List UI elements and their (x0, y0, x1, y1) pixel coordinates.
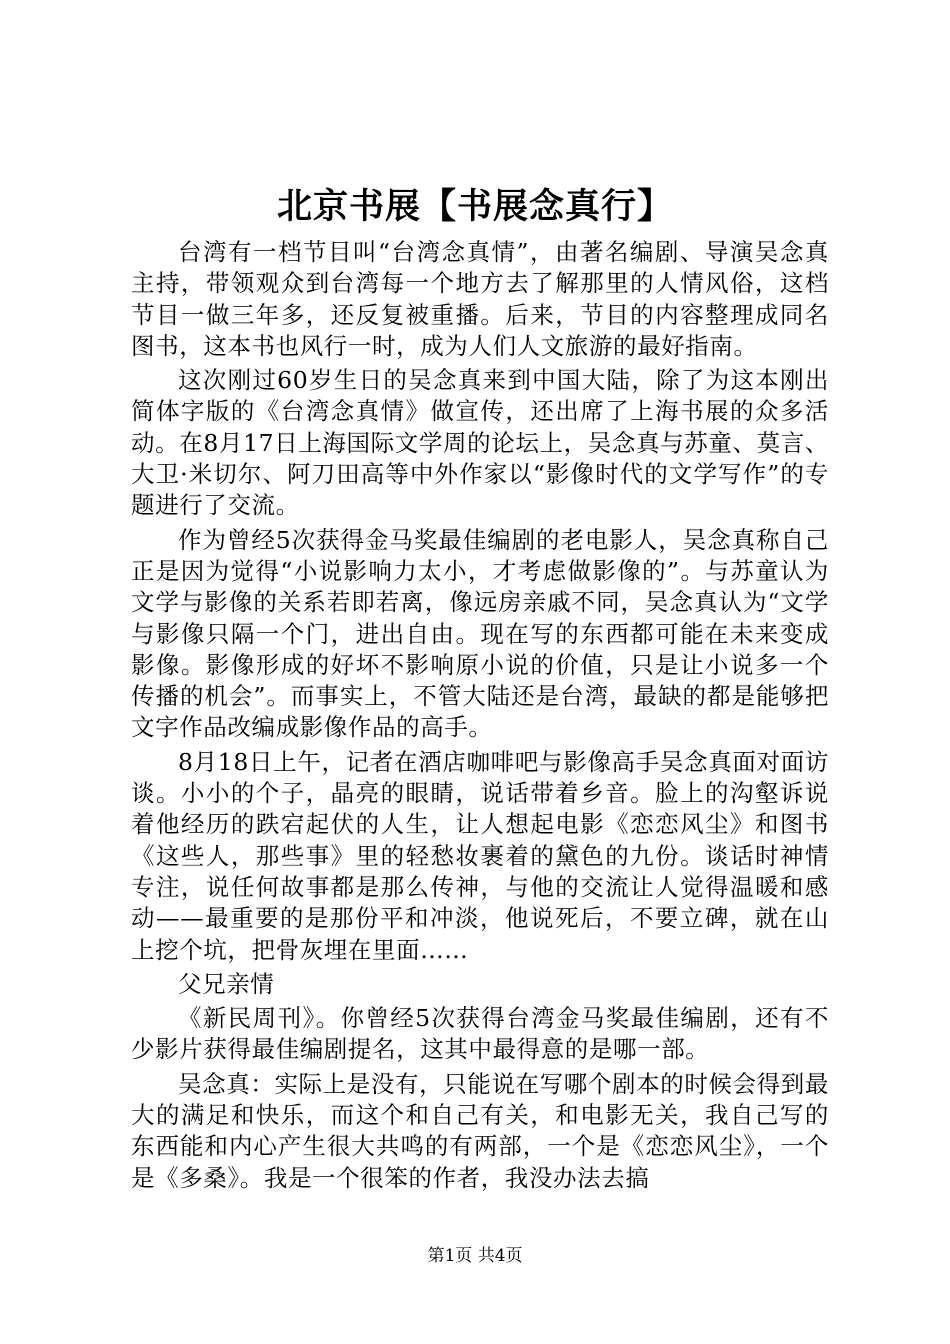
paragraph-question: 《新民周刊》。你曾经5次获得台湾金马奖最佳编剧，还有不少影片获得最佳编剧提名，这其中最得意的是哪一部。 (131, 1004, 829, 1064)
paragraph-intro: 台湾有一档节目叫“台湾念真情”，由著名编剧、导演吴念真主持，带领观众到台湾每一个地方去了解那里的人情风俗，这档节目一做三年多，还反复被重播。后来，节目的内容整理成同名图书，这本书也风行一时，成为人们人文旅游的最好指南。 (131, 238, 829, 360)
section-heading: 父兄亲情 (178, 969, 275, 998)
paragraph-literature-film: 作为曾经5次获得金马奖最佳编剧的老电影人，吴念真称自己正是因为觉得“小说影响力太小，才考虑做影像的”。与苏童认为文学与影像的关系若即若离，像远房亲戚不同，吴念真认为“文学与影像只隔一个门，进出自由。现在写的东西都可能在未来变成影像。影像形成的好坏不影响原小说的价值，只是让小说多一个传播的机会”。而事实上，不管大陆还是台湾，最缺的都是能够把文字作品改编成影像作品的高手。 (131, 525, 829, 742)
document-body (131, 237, 829, 1194)
paragraph-interview: 8月18日上午，记者在酒店咖啡吧与影像高手吴念真面对面访谈。小小的个子，晶亮的眼睛，说话带着乡音。脸上的沟壑诉说着他经历的跌宕起伏的人生，让人想起电影《恋恋风尘》和图书《这些人，那些事》里的轻愁妆裹着的黛色的九份。谈话时神情专注，说任何故事都是那么传神，与他的交流让人觉得温暖和感动——最重要的是那份平和冲淡，他说死后，不要立碑，就在山上挖个坑，把骨灰埋在里面…… (131, 747, 829, 964)
paragraph-answer: 吴念真：实际上是没有，只能说在写哪个剧本的时候会得到最大的满足和快乐，而这个和自己有关，和电影无关，我自己写的东西能和内心产生很大共鸣的有两部，一个是《恋恋风尘》，一个是《多桑》。我是一个很笨的作者，我没办法去搞 (131, 1069, 829, 1192)
paragraph-visit: 这次刚过60岁生日的吴念真来到中国大陆，除了为这本刚出简体字版的《台湾念真情》做宣传，还出席了上海书展的众多活动。在8月17日上海国际文学周的论坛上，吴念真与苏童、莫言、大卫·米切尔、阿刀田高等中外作家以“影像时代的文学写作”的专题进行了交流。 (131, 366, 829, 520)
document-title: 北京书展【书展念真行】 (276, 186, 673, 227)
page-number: 第1页 共4页 (427, 1246, 523, 1266)
